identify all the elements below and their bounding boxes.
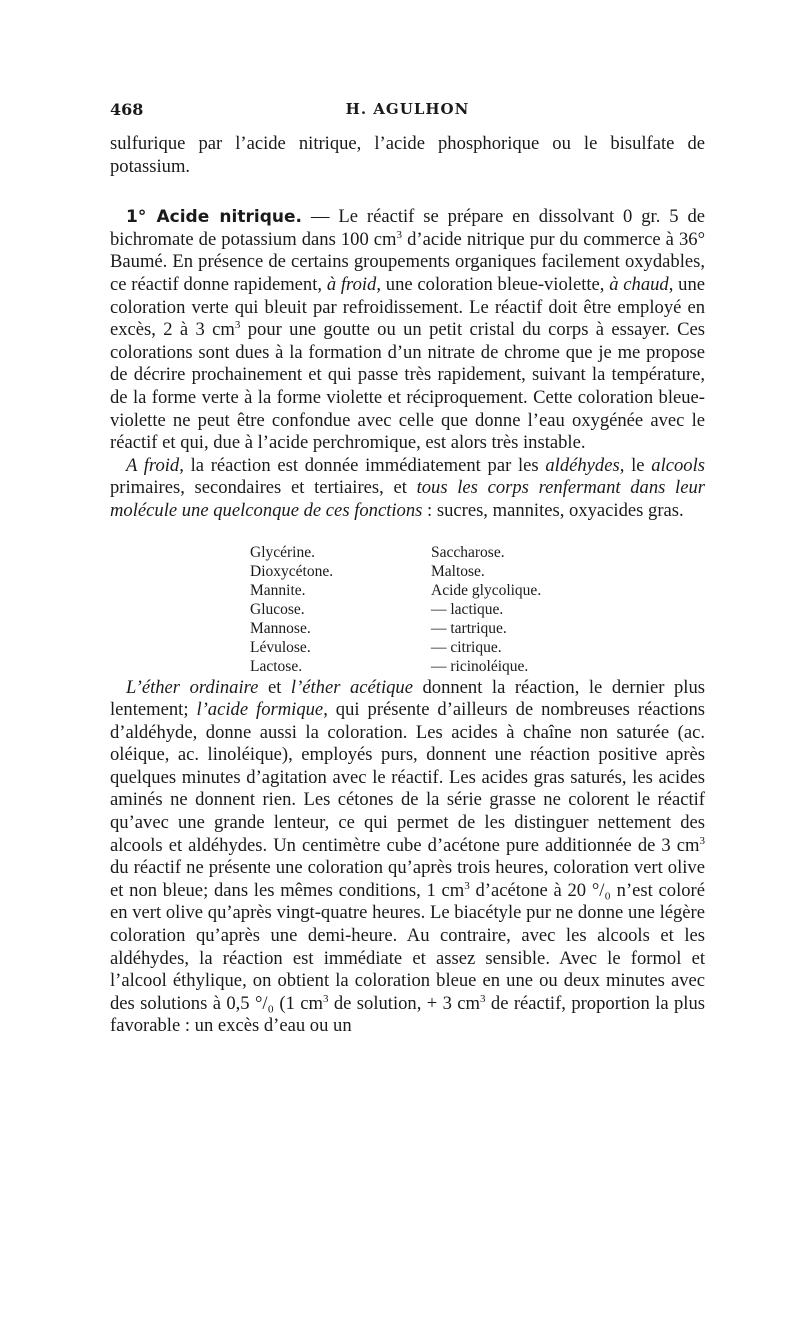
list-item: — tartrique.	[431, 619, 507, 637]
list-item: Dioxycétone.	[250, 562, 334, 580]
list-item: — citrique.	[431, 638, 502, 656]
substance-column-left	[250, 543, 333, 676]
paragraph-ethers: L’éther ordinaire et l’éther acétique donnent la réaction, le dernier plus lentement; l’acide formique, qui présente d’ailleurs de nombreuses réactions d’aldéhyde, donne aussi la coloration. Les acides à chaîne non saturée (ac. oléique, ac. linoléique), employés purs, donnent une réaction positive après quelques minutes d’agitation avec le réactif. Les acides gras saturés, les acides aminés ne donnent rien. Les cétones de la série grasse ne colorent le réactif qu’avec une grande lenteur, ce qui permet de les distinguer nettement des alcools et aldéhydes. Un centimètre cube d’acétone pure additionnée de 3 $cm^3$ du réactif ne présente une coloration qu’après trois heures, coloration vert olive et non bleue; dans les mêmes conditions, 1 $cm^3$ d’acétone à 20 °/₀ n’est coloré en vert olive qu’après vingt-quatre heures. Le biacétyle pur ne donne une légère coloration qu’après une demi-heure. Au contraire, avec les alcools et les aldéhydes, la réaction est immédiate et assez sensible. Avec le formol et l’alcool éthylique, on obtient la coloration bleue en une ou deux minutes avec des solutions à 0,5 °/₀ (1 $cm^3$ de solution, + 3 $cm^3$ de réactif, proportion la plus favorable : un excès d’eau ou un	[110, 676, 705, 1037]
list-item: Glucose.	[250, 600, 305, 618]
paragraph-intro: sulfurique par l’acide nitrique, l’acide phosphorique ou le bisulfate de potassium.	[110, 133, 705, 177]
list-item: Mannite.	[250, 581, 306, 599]
list-item: — lactique.	[431, 600, 504, 618]
list-item: — ricinoléique.	[431, 657, 529, 675]
running-title: H. AGULHON	[345, 100, 470, 118]
page-number: 468	[110, 100, 144, 119]
list-item: Maltose.	[431, 562, 485, 580]
list-item: Glycérine.	[250, 543, 315, 561]
substance-list	[110, 543, 705, 677]
list-item: Mannose.	[250, 619, 311, 637]
list-item: Acide glycolique.	[431, 581, 542, 599]
paragraph-a-froid: A froid, la réaction est donnée immédiatement par les aldéhydes, le alcools primaires, secondaires et tertiaires, et tous les corps renfermant dans leur molécule une quelconque de ces fonctions : sucres, mannites, oxyacides gras.	[110, 454, 705, 521]
page-header	[110, 100, 705, 124]
section-heading: 1° Acide nitrique.	[126, 207, 302, 228]
list-item: Lactose.	[250, 657, 303, 675]
body-text	[110, 133, 705, 1038]
list-item: Lévulose.	[250, 638, 311, 656]
spacer	[110, 178, 705, 206]
substance-column-right	[431, 543, 541, 676]
paragraph-acide-nitrique: 1° Acide nitrique. — Le réactif se prépare en dissolvant 0 gr. 5 de bichromate de potassium dans 100 $cm^3$ d’acide nitrique pur du commerce à 36° Baumé. En présence de certains groupements organiques facilement oxydables, ce réactif donne rapidement, à froid, une coloration bleue-violette, à chaud, une coloration verte qui bleuit par refroidissement. Le réactif doit être employé en excès, 2 à 3 $cm^3$ pour une goutte ou un petit cristal du corps à essayer. Ces colorations sont dues à la formation d’un nitrate de chrome que je me propose de décrire prochainement et qui passe très rapidement, suivant la température, de la forme verte à la forme violette et réciproquement. Cette coloration bleue-violette ne peut être confondue avec celle que donne l’eau oxygénée avec le réactif et qui, due à l’acide perchromique, est alors très instable.	[110, 206, 706, 454]
list-item: Saccharose.	[431, 543, 505, 561]
